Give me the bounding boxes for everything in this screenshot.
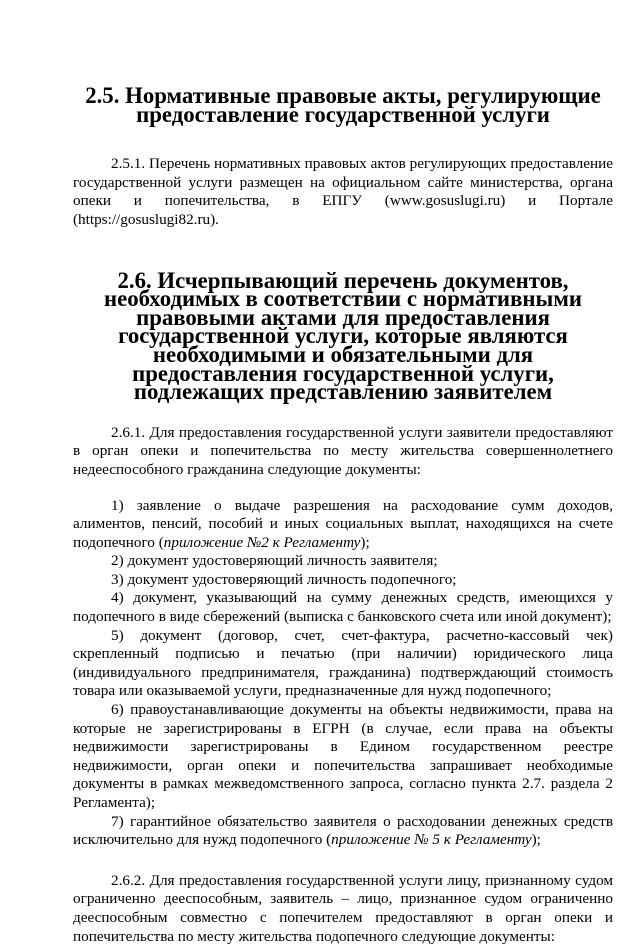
- list-item-5: 5) документ (договор, счет, счет-фактура, расчетно-кассовый чек) скрепленный подписью и печатью (при наличии) юридического лица (индивидуального предпринимателя, гражданина) подтверждающий стоимость товара или оказываемой услуги, предназначенные для нужд подопечного;: [73, 626, 613, 700]
- list-item-6: 6) правоустанавливающие документы на объекты недвижимости, права на которые не зарегистрированы в ЕГРН (в случае, если права на объекты недвижимости зарегистрированы в Едином государственном реестре недвижимости, орган опеки и попечительства запрашивает необходимые документы в рамках межведомственного запроса, согласно пункта 2.7. раздела 2 Регламента);: [73, 701, 613, 811]
- list-item-2: 2) документ удостоверяющий личность заявителя;: [111, 552, 438, 570]
- list-item-1: [73, 497, 613, 553]
- list-item-7-end: );: [531, 831, 541, 849]
- list-item-7-text: 7) гарантийное обязательство заявителя о расходовании денежных средств исключительно для нужд подопечного (: [73, 812, 613, 849]
- section-2-6-heading: 2.6. Исчерпывающий перечень документов, необходимых в соответствии с нормативными правовыми актами для предоставления государственной услуги, которые являются необходимыми и обязательными для предоставления государственной услуги, подлежащих представлению заявителем: [104, 267, 582, 405]
- appendix-5-reference: приложение № 5 к Регламенту: [331, 831, 532, 849]
- list-item-3: 3) документ удостоверяющий личность подопечного;: [111, 570, 457, 588]
- list-item-7: [73, 813, 613, 850]
- paragraph-2-6-1: 2.6.1. Для предоставления государственной услуги заявители предоставляют в орган опеки и попечительства по месту жительства совершеннолетнего недееспособного гражданина следующие документы:: [73, 423, 613, 478]
- list-item-1-text: 1) заявление о выдаче разрешения на расходование сумм доходов, алиментов, пенсий, пособий и иных социальных выплат, находящихся на счете подопечного (: [73, 496, 613, 551]
- appendix-2-reference: приложение №2 к Регламенту: [163, 533, 361, 551]
- list-item-1-end: );: [360, 533, 370, 551]
- list-item-4: 4) документ, указывающий на сумму денежных средств, имеющихся у подопечного в виде сбережений (выписка с банковского счета или иной документ);: [73, 589, 613, 626]
- paragraph-2-6-2: 2.6.2. Для предоставления государственной услуги лицу, признанному судом ограниченно дееспособным, заявитель – лицо, признанное судом ограниченно дееспособным совместно с попечителем предоставляют в орган опеки и попечительства по месту жительства подопечного следующие документы:: [73, 871, 613, 945]
- section-2-5-heading: 2.5. Нормативные правовые акты, регулирующие предоставление государственной услуги: [85, 83, 601, 127]
- paragraph-2-5-1: 2.5.1. Перечень нормативных правовых актов регулирующих предоставление государственной услуги размещен на официальном сайте министерства, органа опеки и попечительства, в ЕПГУ (www.gosuslugi.ru) и Портале (https://gosuslugi82.ru).: [73, 155, 613, 228]
